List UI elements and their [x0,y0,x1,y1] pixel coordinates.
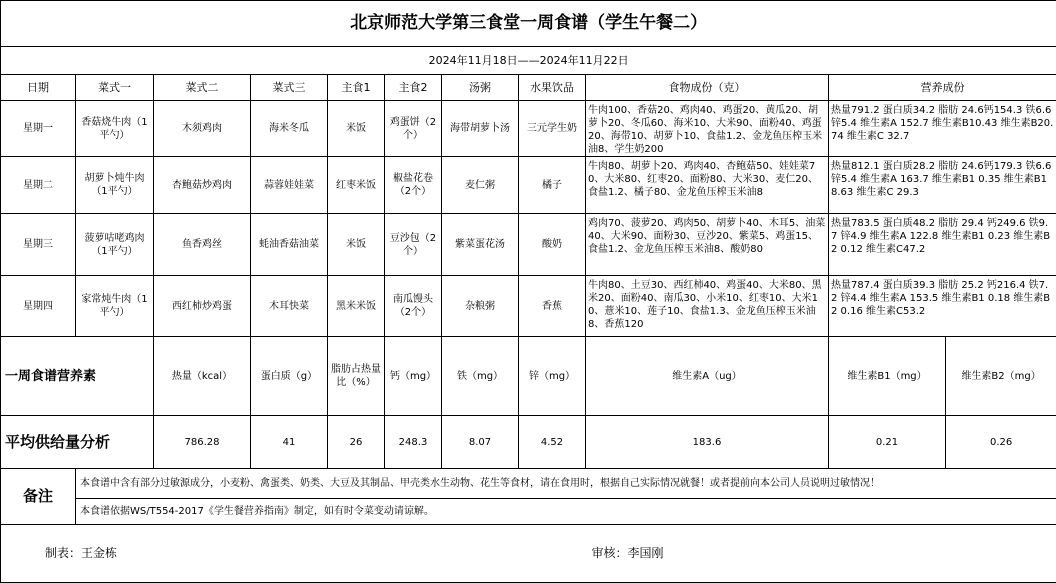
day-row-wednesday [1,214,1056,276]
day-label: 星期四 [1,276,76,337]
soup-cell: 杂粮粥 [442,276,519,337]
header-row [1,75,1056,101]
average-value: 786.28 [154,416,251,469]
average-value: 183.6 [586,416,829,469]
page-title: 北京师范大学第三食堂一周食谱（学生午餐二） [1,1,1056,47]
nutrient-row-title: 一周食谱营养素 [1,337,154,416]
average-row-title: 平均供给量分析 [1,416,154,469]
remarks-basis: 本食谱依据WS/T554-2017《学生餐营养指南》制定，如有时令菜变动请谅解。 [76,499,1056,525]
dish2-cell: 鱼香鸡丝 [154,214,251,276]
ingredients-cell: 牛肉80、土豆30、西红柿40、鸡蛋40、大米80、黑米20、面粉40、南瓜30、小米10、红枣10、大米10、薏米10、莲子10、食盐1.3、金龙鱼压榨玉米油8、香蕉120 [586,276,829,337]
nutrient-header: 蛋白质（g） [251,337,328,416]
dish1-cell: 胡萝卜炖牛肉（1平勺） [76,157,154,214]
staple2-cell: 鸡蛋饼（2个） [385,101,442,157]
dish3-cell: 蒜蓉娃娃菜 [251,157,328,214]
dish1-cell: 香菇烧牛肉（1平勺） [76,101,154,157]
average-value: 26 [328,416,385,469]
ingredients-cell: 牛肉80、胡萝卜20、鸡肉40、杏鲍菇50、娃娃菜70、大米80、红枣20、面粉80、大米30、麦仁20、食盐1.2、橘子80、金龙鱼压榨玉米油8 [586,157,829,214]
ingredients-cell: 牛肉100、香菇20、鸡肉40、鸡蛋20、黄瓜20、胡萝卜20、冬瓜60、海米10、大米90、面粉40、鸡蛋20、海带10、胡萝卜10、食盐1.2、金龙鱼压榨玉米油8、学生奶200 [586,101,829,157]
header-staple1: 主食1 [328,75,385,101]
dish3-cell: 木耳快菜 [251,276,328,337]
header-staple2: 主食2 [385,75,442,101]
nutrient-header: 维生素B2（mg） [946,337,1056,416]
average-value: 0.26 [946,416,1056,469]
fruit-cell: 酸奶 [519,214,586,276]
average-value: 248.3 [385,416,442,469]
nutrient-header: 脂肪占热量比（%） [328,337,385,416]
dish1-cell: 家常炖牛肉（1平勺） [76,276,154,337]
dish1-cell: 菠萝咕咾鸡肉（1平勺） [76,214,154,276]
nutrient-header-row [1,337,1056,416]
soup-cell: 麦仁粥 [442,157,519,214]
dish2-cell: 木须鸡肉 [154,101,251,157]
remarks-row-1 [1,469,1056,499]
nutrition-cell: 热量783.5 蛋白质48.2 脂肪 29.4 钙249.6 铁9.7 锌4.9 维生素A 122.8 维生素B1 0.23 维生素B2 0.12 维生素C47.2 [829,214,1056,276]
footer-row [1,525,1056,583]
header-soup: 汤粥 [442,75,519,101]
header-dish3: 菜式三 [251,75,328,101]
nutrient-header: 铁（mg） [442,337,519,416]
nutrient-header: 热量（kcal） [154,337,251,416]
nutrition-cell: 热量812.1 蛋白质28.2 脂肪 24.6钙179.3 铁6.6 锌5.4 维生素A 163.7 维生素B1 0.35 维生素B18.63 维生素C 29.3 [829,157,1056,214]
header-fruit: 水果饮品 [519,75,586,101]
nutrient-header: 锌（mg） [519,337,586,416]
soup-cell: 紫菜蛋花汤 [442,214,519,276]
header-day: 日期 [1,75,76,101]
fruit-cell: 三元学生奶 [519,101,586,157]
dish2-cell: 西红柿炒鸡蛋 [154,276,251,337]
dish3-cell: 蚝油香菇油菜 [251,214,328,276]
day-row-thursday [1,276,1056,337]
staple1-cell: 红枣米饭 [328,157,385,214]
staple1-cell: 米饭 [328,214,385,276]
reviewed-by: 审核：李国刚 [586,525,1056,583]
day-row-tuesday [1,157,1056,214]
day-label: 星期三 [1,214,76,276]
remarks-label: 备注 [1,469,76,525]
dish3-cell: 海米冬瓜 [251,101,328,157]
nutrition-cell: 热量791.2 蛋白质34.2 脂肪 24.6钙154.3 铁6.6锌5.4 维生素A 152.7 维生素B10.43 维生素B20.74 维生素C 32.7 [829,101,1056,157]
fruit-cell: 橘子 [519,157,586,214]
remarks-allergen: 本食谱中含有部分过敏源成分，小麦粉、禽蛋类、奶类、大豆及其制品、甲壳类水生动物、花生等食材，请在食用时，根据自己实际情况就餐！或者提前向本公司人员说明过敏情况！ [76,469,1056,499]
average-value: 4.52 [519,416,586,469]
fruit-cell: 香蕉 [519,276,586,337]
staple2-cell: 椒盐花卷（2个） [385,157,442,214]
nutrient-header: 维生素B1（mg） [829,337,946,416]
nutrient-header: 维生素A（ug） [586,337,829,416]
header-dish1: 菜式一 [76,75,154,101]
day-row-monday [1,101,1056,157]
average-row [1,416,1056,469]
staple1-cell: 米饭 [328,101,385,157]
header-dish2: 菜式二 [154,75,251,101]
dish2-cell: 杏鲍菇炒鸡肉 [154,157,251,214]
average-value: 8.07 [442,416,519,469]
staple2-cell: 豆沙包（2个） [385,214,442,276]
nutrition-cell: 热量787.4 蛋白质39.3 脂肪 25.2 钙216.4 铁7.2 锌4.4 维生素A 153.5 维生素B1 0.18 维生素B2 0.16 维生素C53.2 [829,276,1056,337]
date-range: 2024年11月18日——2024年11月22日 [1,47,1056,75]
day-label: 星期二 [1,157,76,214]
average-value: 0.21 [829,416,946,469]
prepared-by: 制表：王金栋 [1,525,586,583]
average-value: 41 [251,416,328,469]
staple1-cell: 黑米米饭 [328,276,385,337]
day-label: 星期一 [1,101,76,157]
header-nutrition: 营养成份 [829,75,1056,101]
soup-cell: 海带胡萝卜汤 [442,101,519,157]
ingredients-cell: 鸡肉70、菠萝20、鸡肉50、胡萝卜40、木耳5、油菜40、大米90、面粉30、豆沙20、紫菜5、鸡蛋15、食盐1.2、金龙鱼压榨玉米油8、酸奶80 [586,214,829,276]
staple2-cell: 南瓜馒头（2个） [385,276,442,337]
nutrient-header: 钙（mg） [385,337,442,416]
header-ingredients: 食物成份（克） [586,75,829,101]
